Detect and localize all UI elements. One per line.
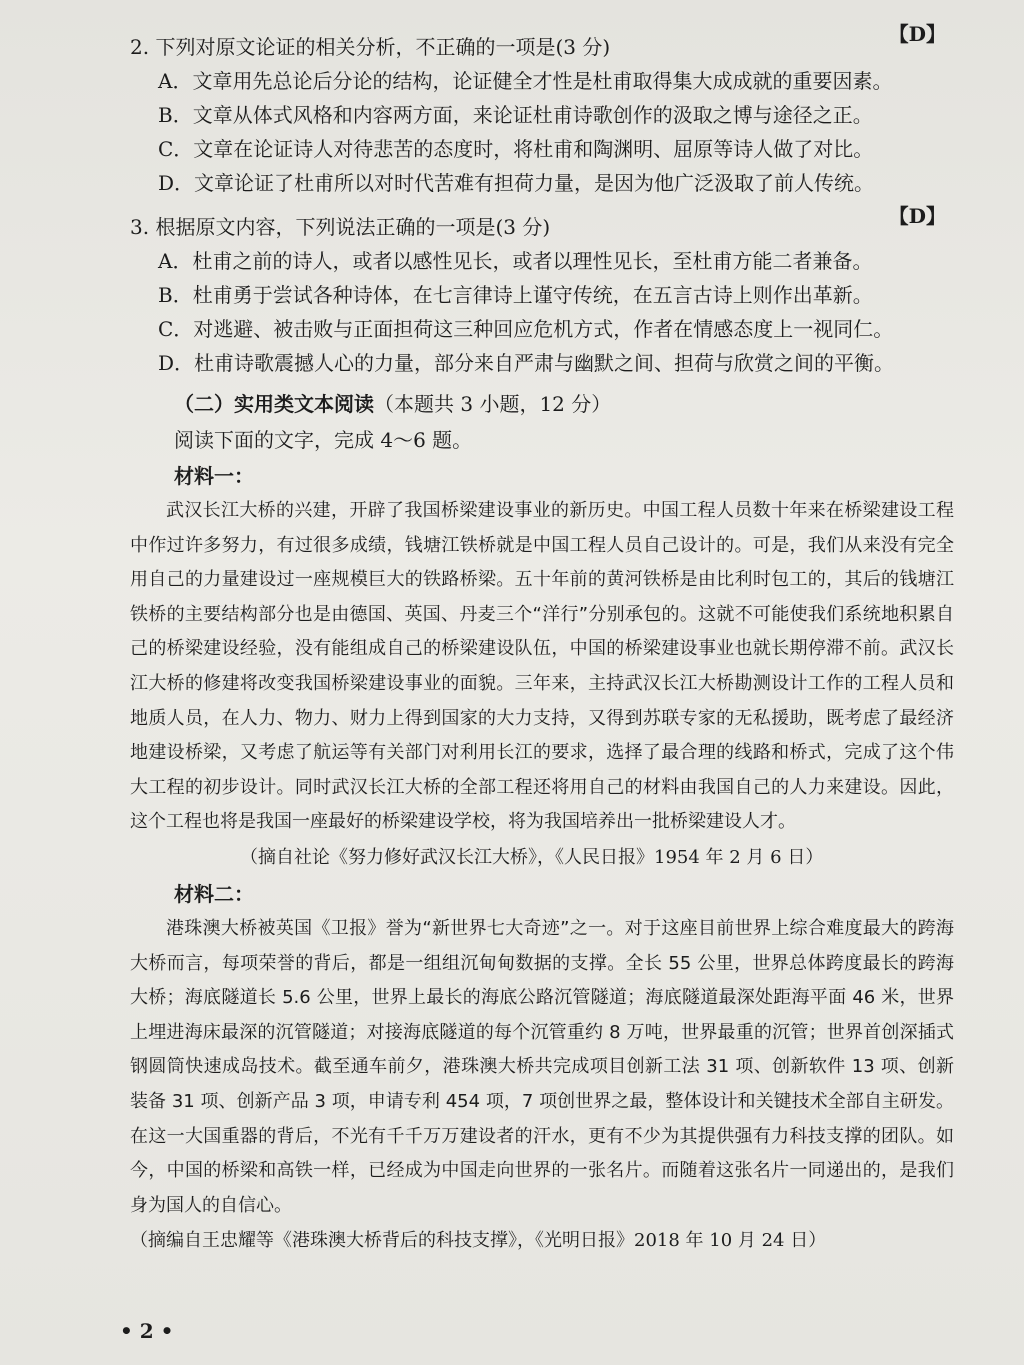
section-heading [174, 386, 954, 422]
question-2-option-d: D．文章论证了杜甫所以对时代苦难有担荷力量，是因为他广泛汲取了前人传统。 [158, 171, 875, 195]
material-2-title: 材料二： [174, 881, 254, 906]
answer-mark-q2: 【D】 [888, 22, 946, 46]
question-2-option-b: B．文章从体式风格和内容两方面，来论证杜甫诗歌创作的汲取之博与途径之正。 [158, 103, 873, 127]
question-3-option-a: A．杜甫之前的诗人，或者以感性见长，或者以理性见长，至杜甫方能二者兼备。 [158, 249, 873, 273]
question-3-option-d: D．杜甫诗歌震撼人心的力量，部分来自严肃与幽默之间、担荷与欣赏之间的平衡。 [158, 351, 895, 375]
material-1-text: 武汉长江大桥的兴建，开辟了我国桥梁建设事业的新历史。中国工程人员数十年来在桥梁建设工程中作过许多努力，有过很多成绩，钱塘江铁桥就是中国工程人员自己设计的。可是，我们从来没有完全用自己的力量建设过一座规模巨大的铁路桥梁。五十年前的黄河铁桥是由比利时包工的，其后的钱塘江铁桥的主要结构部分也是由德国、英国、丹麦三个“洋行”分别承包的。这就不可能使我们系统地积累自己的桥梁建设经验，没有能组成自己的桥梁建设队伍，中国的桥梁建设事业也就长期停滞不前。武汉长江大桥的修建将改变我国桥梁建设事业的面貌。三年来，主持武汉长江大桥勘测设计工作的工程人员和地质人员，在人力、物力、财力上得到国家的大力支持，又得到苏联专家的无私援助，既考虑了最经济地建设桥梁，又考虑了航运等有关部门对利用长江的要求，选择了最合理的线路和桥式，完成了这个伟大工程的初步设计。同时武汉长江大桥的全部工程还将用自己的材料由我国自己的人力来建设。因此，这个工程也将是我国一座最好的桥梁建设学校，将为我国培养出一批桥梁建设人才。 [130, 500, 954, 833]
question-3-option-c: C．对逃避、被击败与正面担荷这三种回应危机方式，作者在情感态度上一视同仁。 [158, 317, 894, 341]
section-title: （二）实用类文本阅读 [174, 392, 374, 416]
material-1-title: 材料一： [174, 464, 254, 488]
question-3-stem: 3. 根据原文内容，下列说法正确的一项是(3 分) [130, 215, 551, 239]
answer-mark-q3: 【D】 [888, 204, 946, 228]
material-1-source: （摘自社论《努力修好武汉长江大桥》，《人民日报》1954 年 2 月 6 日） [240, 846, 824, 868]
question-3-option-b: B．杜甫勇于尝试各种诗体，在七言律诗上谨守传统，在五言古诗上则作出革新。 [158, 283, 873, 307]
material-2-source: （摘编自王忠耀等《港珠澳大桥背后的科技支撑》，《光明日报》2018 年 10 月 24 日） [130, 1230, 827, 1252]
section-note: （本题共 3 小题，12 分） [374, 392, 612, 416]
question-2-option-c: C．文章在论证诗人对待悲苦的态度时，将杜甫和陶渊明、屈原等诗人做了对比。 [158, 137, 874, 161]
question-2-stem: 2. 下列对原文论证的相关分析，不正确的一项是(3 分) [130, 35, 611, 59]
question-2-option-a: A．文章用先总论后分论的结构，论证健全才性是杜甫取得集大成成就的重要因素。 [158, 69, 893, 93]
page-number: • 2 • [120, 1319, 174, 1343]
material-2-text: 港珠澳大桥被英国《卫报》誉为“新世界七大奇迹”之一。对于这座目前世界上综合难度最大的跨海大桥而言，每项荣誉的背后，都是一组组沉甸甸数据的支撑。全长 55 公里，世界总体跨度最长的跨海大桥；海底隧道长 5.6 公里，世界上最长的海底公路沉管隧道；海底隧道最深处距海平面 46 米，世界上埋进海床最深的沉管隧道；对接海底隧道的每个沉管重约 8 万吨，世界最重的沉管；世界首创深插式钢圆筒快速成岛技术。截至通车前夕，港珠澳大桥共完成项目创新工法 31 项、创新软件 13 项、创新装备 31 项、创新产品 3 项，申请专利 454 项，7 项创世界之最，整体设计和关键技术全部自主研发。在这一大国重器的背后，不光有千千万万建设者的汗水，更有不少为其提供强有力科技支撑的团队。如今，中国的桥梁和高铁一样，已经成为中国走向世界的一张名片。而随着这张名片一同递出的，是我们身为国人的自信心。 [130, 917, 954, 1216]
section-instruction: 阅读下面的文字，完成 4～6 题。 [174, 428, 473, 452]
